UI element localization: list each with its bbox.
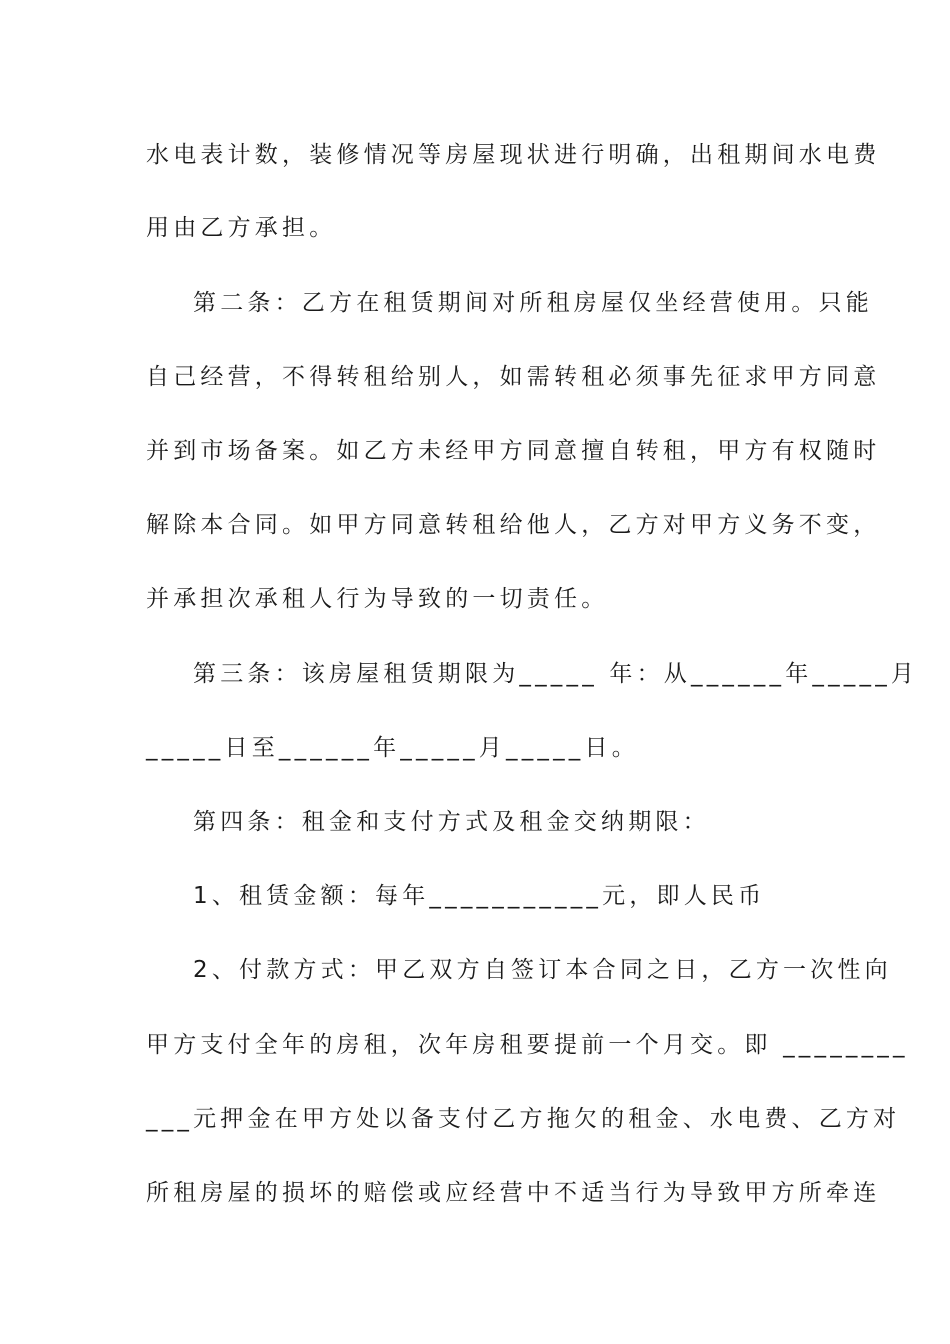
rent-amount-line: 1、租赁金额：每年___________元，即人民币: [193, 883, 766, 909]
text-line: 解除本合同。如甲方同意转租给他人，乙方对甲方义务不变，: [146, 512, 881, 538]
text-line: 用由乙方承担。: [146, 215, 337, 241]
text-line: 自己经营，不得转租给别人，如需转租必须事先征求甲方同意: [146, 364, 881, 390]
text-line: _____日至______年_____月_____日。: [146, 735, 639, 761]
text-line: 甲方支付全年的房租，次年房租要提前一个月交。即 ________: [146, 1032, 909, 1058]
text-line: 并承担次承租人行为导致的一切责任。: [146, 586, 609, 612]
text-line: 水电表计数，装修情况等房屋现状进行明确，出租期间水电费: [146, 142, 881, 168]
article-2-heading-line: 第二条：乙方在租赁期间对所租房屋仅坐经营使用。只能: [193, 290, 873, 316]
text-line: 所租房屋的损坏的赔偿或应经营中不适当行为导致甲方所牵连: [146, 1180, 881, 1206]
payment-method-line: 2、付款方式：甲乙双方自签订本合同之日，乙方一次性向: [193, 957, 892, 983]
article-3-heading-line: 第三条：该房屋租赁期限为_____ 年：从______年_____月: [193, 661, 919, 687]
text-line: ___元押金在甲方处以备支付乙方拖欠的租金、水电费、乙方对: [146, 1106, 901, 1132]
text-line: 并到市场备案。如乙方未经甲方同意擅自转租，甲方有权随时: [146, 438, 881, 464]
article-4-heading-line: 第四条：租金和支付方式及租金交纳期限：: [193, 809, 710, 835]
